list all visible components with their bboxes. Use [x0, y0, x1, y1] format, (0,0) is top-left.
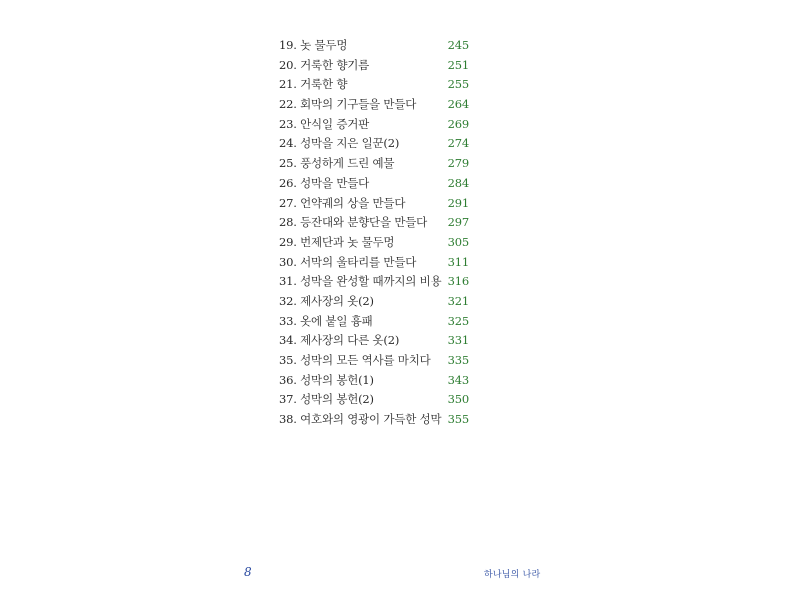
- toc-entry-page: 284: [447, 175, 469, 190]
- toc-entry-page: 331: [447, 333, 469, 348]
- toc-entry: [279, 233, 469, 253]
- toc-entry-title: 30. 서막의 울타리를 만들다: [279, 254, 417, 269]
- toc-entry: [279, 75, 469, 95]
- toc-entry-page: 269: [447, 116, 469, 131]
- toc-entry-page: 251: [447, 57, 469, 72]
- toc-entry-page: 255: [447, 77, 469, 92]
- toc-entry-title: 34. 제사장의 다른 옷(2): [279, 333, 400, 348]
- running-title: 하나님의 나라: [484, 570, 541, 580]
- toc-entry-page: 355: [447, 412, 469, 427]
- toc-entry-page: 316: [447, 274, 469, 289]
- toc-entry-title: 38. 여호와의 영광이 가득한 성막: [279, 412, 442, 427]
- toc-entry-page: 291: [447, 195, 469, 210]
- toc-entry-title: 29. 번제단과 놋 물두멍: [279, 234, 395, 249]
- toc-entry: [279, 36, 469, 56]
- toc-entry-title: 31. 성막을 완성할 때까지의 비용: [279, 274, 442, 289]
- toc-entry: [279, 312, 469, 332]
- toc-entry: [279, 351, 469, 371]
- toc-entry-title: 22. 회막의 기구들을 만들다: [279, 97, 417, 112]
- toc-entry: [279, 272, 469, 292]
- toc-entry-title: 26. 성막을 만들다: [279, 175, 370, 190]
- toc-entry-title: 21. 거룩한 향: [279, 77, 348, 92]
- toc-entry: [279, 194, 469, 214]
- toc-entry-title: 20. 거룩한 향기름: [279, 57, 370, 72]
- toc-entry-page: 325: [447, 313, 469, 328]
- toc-entry: [279, 331, 469, 351]
- toc-entry-page: 305: [447, 234, 469, 249]
- toc-entry-title: 37. 성막의 봉헌(2): [279, 392, 374, 407]
- toc-entry: [279, 213, 469, 233]
- toc-entry-page: 279: [447, 156, 469, 171]
- toc-entry: [279, 253, 469, 273]
- toc-entry: [279, 56, 469, 76]
- toc-entry: [279, 174, 469, 194]
- toc-entry-title: 27. 언약궤의 상을 만들다: [279, 195, 406, 210]
- toc-entry: [279, 292, 469, 312]
- toc-entry-title: 24. 성막을 지은 일꾼(2): [279, 136, 400, 151]
- toc-entry-title: 33. 옷에 붙일 흉패: [279, 313, 373, 328]
- toc-entry-page: 274: [447, 136, 469, 151]
- toc-entry-page: 335: [447, 353, 469, 367]
- page-number: 8: [244, 565, 252, 579]
- toc-entry: [279, 115, 469, 135]
- toc-entry-page: 297: [447, 215, 469, 230]
- table-of-contents: [279, 36, 469, 430]
- toc-entry-title: 19. 놋 물두멍: [279, 38, 348, 52]
- toc-entry-title: 35. 성막의 모든 역사를 마치다: [279, 353, 431, 367]
- toc-entry: [279, 154, 469, 174]
- toc-entry-page: 343: [447, 372, 469, 387]
- toc-entry-page: 264: [447, 97, 469, 112]
- toc-entry-page: 245: [447, 38, 469, 52]
- toc-entry-title: 25. 풍성하게 드린 예물: [279, 156, 395, 171]
- toc-entry: [279, 410, 469, 430]
- toc-entry-page: 311: [447, 254, 469, 269]
- toc-entry-page: 321: [447, 293, 469, 308]
- toc-entry-title: 23. 안식일 증거판: [279, 116, 370, 131]
- toc-entry: [279, 390, 469, 410]
- toc-entry-title: 36. 성막의 봉헌(1): [279, 372, 374, 387]
- toc-entry: [279, 134, 469, 154]
- toc-entry-page: 350: [447, 392, 469, 407]
- toc-entry: [279, 371, 469, 391]
- toc-entry-title: 28. 등잔대와 분향단을 만들다: [279, 215, 428, 230]
- toc-entry: [279, 95, 469, 115]
- toc-entry-title: 32. 제사장의 옷(2): [279, 293, 374, 308]
